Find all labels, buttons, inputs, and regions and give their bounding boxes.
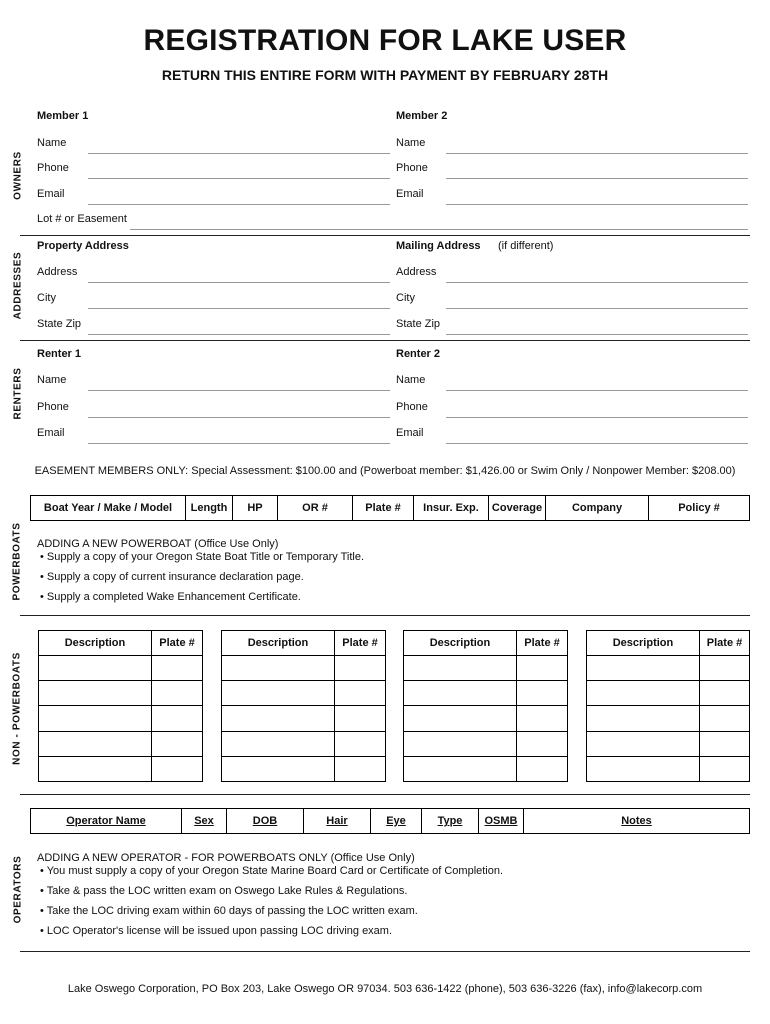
col-operator-name: Operator Name	[31, 809, 182, 834]
table-row[interactable]	[222, 731, 386, 756]
operator-bullet-text: Take & pass the LOC written exam on Oswego Lake Rules & Regulations.	[46, 885, 408, 897]
addresses-side-label: ADDRESSES	[12, 251, 24, 320]
member1-email-field[interactable]	[88, 204, 390, 205]
if-different-note: (if different)	[498, 240, 554, 252]
nonpower-header-row	[404, 631, 568, 656]
operator-bullet: • LOC Operator's license will be issued upon passing LOC driving exam.	[40, 925, 393, 937]
col-length: Length	[186, 496, 233, 521]
nonpower-table-1	[38, 630, 203, 782]
lot-easement-label: Lot # or Easement	[37, 213, 127, 225]
property-statezip-label: State Zip	[37, 318, 82, 330]
renters-side-label: RENTERS	[12, 367, 24, 420]
col-policy: Policy #	[649, 496, 750, 521]
renter1-header: Renter 1	[37, 348, 82, 360]
col-osmb: OSMB	[479, 809, 524, 834]
col-description: Description	[587, 631, 700, 656]
operator-bullet-text: LOC Operator's license will be issued upon passing LOC driving exam.	[46, 925, 393, 937]
section-divider	[20, 340, 750, 341]
col-description: Description	[222, 631, 335, 656]
property-address-label: Address	[37, 266, 78, 278]
property-statezip-field[interactable]	[88, 334, 390, 335]
member1-header: Member 1	[37, 110, 89, 122]
easement-note: EASEMENT MEMBERS ONLY: Special Assessment: $100.00 and (Powerboat member: $1,426.00 or Swim Only / Nonpower Member: $208.00)	[34, 465, 736, 477]
renter2-phone-label: Phone	[396, 401, 428, 413]
col-or-number: OR #	[278, 496, 353, 521]
col-boat-year-make-model: Boat Year / Make / Model	[31, 496, 186, 521]
member2-name-label: Name	[396, 137, 426, 149]
renter2-header: Renter 2	[396, 348, 441, 360]
form-title: REGISTRATION FOR LAKE USER	[143, 24, 627, 57]
renter1-email-field[interactable]	[88, 443, 390, 444]
col-insur-exp: Insur. Exp.	[414, 496, 489, 521]
member2-phone-field[interactable]	[446, 178, 748, 179]
owners-side-label: OWNERS	[12, 151, 24, 200]
powerboat-bullet-text: Supply a completed Wake Enhancement Certificate.	[46, 591, 301, 603]
mailing-city-label: City	[396, 292, 415, 304]
member1-email-label: Email	[37, 188, 65, 200]
table-row[interactable]	[587, 706, 750, 731]
col-plate: Plate #	[353, 496, 414, 521]
mailing-statezip-label: State Zip	[396, 318, 441, 330]
renter2-email-field[interactable]	[446, 443, 748, 444]
footer-contact: Lake Oswego Corporation, PO Box 203, Lake Oswego OR 97034. 503 636-1422 (phone), 503 636-3226 (fax), info@lakecorp.com	[67, 983, 703, 995]
col-eye: Eye	[371, 809, 422, 834]
table-row[interactable]	[404, 731, 568, 756]
nonpower-table-2	[221, 630, 386, 782]
nonpower-table-3	[403, 630, 568, 782]
nonpower-table-4	[586, 630, 750, 782]
col-notes: Notes	[524, 809, 750, 834]
col-hp: HP	[233, 496, 278, 521]
table-row[interactable]	[39, 756, 203, 781]
nonpower-side-label: NON - POWERBOATS	[11, 652, 23, 765]
renter2-email-label: Email	[396, 427, 424, 439]
operator-bullet-text: Take the LOC driving exam within 60 days of passing the LOC written exam.	[46, 905, 418, 917]
table-row[interactable]	[587, 681, 750, 706]
operators-side-label: OPERATORS	[12, 855, 24, 924]
col-type: Type	[422, 809, 479, 834]
mailing-address-field[interactable]	[446, 282, 748, 283]
member2-email-label: Email	[396, 188, 424, 200]
property-city-field[interactable]	[88, 308, 390, 309]
property-address-field[interactable]	[88, 282, 390, 283]
col-plate: Plate #	[152, 631, 203, 656]
table-row[interactable]	[404, 681, 568, 706]
renter1-phone-field[interactable]	[88, 417, 390, 418]
powerboat-bullet-text: Supply a copy of current insurance declaration page.	[46, 571, 304, 583]
table-row[interactable]	[39, 706, 203, 731]
table-row[interactable]	[404, 706, 568, 731]
table-row[interactable]	[587, 756, 750, 781]
adding-operator-title: ADDING A NEW OPERATOR - FOR POWERBOATS ONLY (Office Use Only)	[37, 852, 415, 864]
operator-bullet: • Take & pass the LOC written exam on Oswego Lake Rules & Regulations.	[40, 885, 408, 897]
table-row[interactable]	[222, 681, 386, 706]
powerboat-table-header-row	[31, 496, 750, 521]
property-address-header: Property Address	[37, 240, 129, 252]
table-row[interactable]	[39, 681, 203, 706]
renter1-email-label: Email	[37, 427, 65, 439]
section-divider	[20, 794, 750, 795]
member2-email-field[interactable]	[446, 204, 748, 205]
col-sex: Sex	[182, 809, 227, 834]
nonpower-header-row	[222, 631, 386, 656]
table-row[interactable]	[404, 756, 568, 781]
operator-bullet-text: You must supply a copy of your Oregon State Marine Board Card or Certificate of Completion.	[46, 865, 504, 877]
table-row[interactable]	[587, 731, 750, 756]
powerboat-bullet: • Supply a copy of current insurance declaration page.	[40, 571, 304, 583]
mailing-city-field[interactable]	[446, 308, 748, 309]
operator-table	[30, 808, 750, 834]
property-city-label: City	[37, 292, 56, 304]
renter1-name-field[interactable]	[88, 390, 390, 391]
member1-phone-label: Phone	[37, 162, 69, 174]
lot-easement-field[interactable]	[130, 229, 748, 230]
section-divider	[20, 235, 750, 236]
table-row[interactable]	[222, 706, 386, 731]
table-row[interactable]	[39, 656, 203, 681]
adding-powerboat-title: ADDING A NEW POWERBOAT (Office Use Only)	[37, 538, 279, 550]
renter1-name-label: Name	[37, 374, 67, 386]
powerboat-bullet: • Supply a copy of your Oregon State Boat Title or Temporary Title.	[40, 551, 365, 563]
operator-table-header-row	[31, 809, 750, 834]
table-row[interactable]	[222, 756, 386, 781]
powerboat-bullet: • Supply a completed Wake Enhancement Certificate.	[40, 591, 301, 603]
powerboat-bullet-text: Supply a copy of your Oregon State Boat Title or Temporary Title.	[46, 551, 365, 563]
col-company: Company	[546, 496, 649, 521]
table-row[interactable]	[587, 656, 750, 681]
col-coverage: Coverage	[489, 496, 546, 521]
table-row[interactable]	[39, 731, 203, 756]
col-hair: Hair	[304, 809, 371, 834]
mailing-statezip-field[interactable]	[446, 334, 748, 335]
section-divider	[20, 951, 750, 952]
form-subtitle: RETURN THIS ENTIRE FORM WITH PAYMENT BY FEBRUARY 28TH	[161, 67, 609, 83]
col-dob: DOB	[227, 809, 304, 834]
col-plate: Plate #	[700, 631, 750, 656]
mailing-address-header: Mailing Address	[396, 240, 481, 252]
col-plate: Plate #	[517, 631, 568, 656]
renter1-phone-label: Phone	[37, 401, 69, 413]
table-row[interactable]	[222, 656, 386, 681]
member1-name-field[interactable]	[88, 153, 390, 154]
operator-bullet: • Take the LOC driving exam within 60 days of passing the LOC written exam.	[40, 905, 418, 917]
col-plate: Plate #	[335, 631, 386, 656]
member1-name-label: Name	[37, 137, 67, 149]
nonpower-header-row	[39, 631, 203, 656]
renter2-name-field[interactable]	[446, 390, 748, 391]
member2-phone-label: Phone	[396, 162, 428, 174]
powerboats-side-label: POWERBOATS	[11, 522, 23, 601]
table-row[interactable]	[404, 656, 568, 681]
member2-header: Member 2	[396, 110, 448, 122]
member2-name-field[interactable]	[446, 153, 748, 154]
nonpower-header-row	[587, 631, 750, 656]
member1-phone-field[interactable]	[88, 178, 390, 179]
operator-bullet: • You must supply a copy of your Oregon State Marine Board Card or Certificate of Completion.	[40, 865, 504, 877]
col-description: Description	[39, 631, 152, 656]
mailing-address-label: Address	[396, 266, 437, 278]
col-description: Description	[404, 631, 517, 656]
renter2-name-label: Name	[396, 374, 426, 386]
section-divider	[20, 615, 750, 616]
powerboat-table	[30, 495, 750, 521]
renter2-phone-field[interactable]	[446, 417, 748, 418]
